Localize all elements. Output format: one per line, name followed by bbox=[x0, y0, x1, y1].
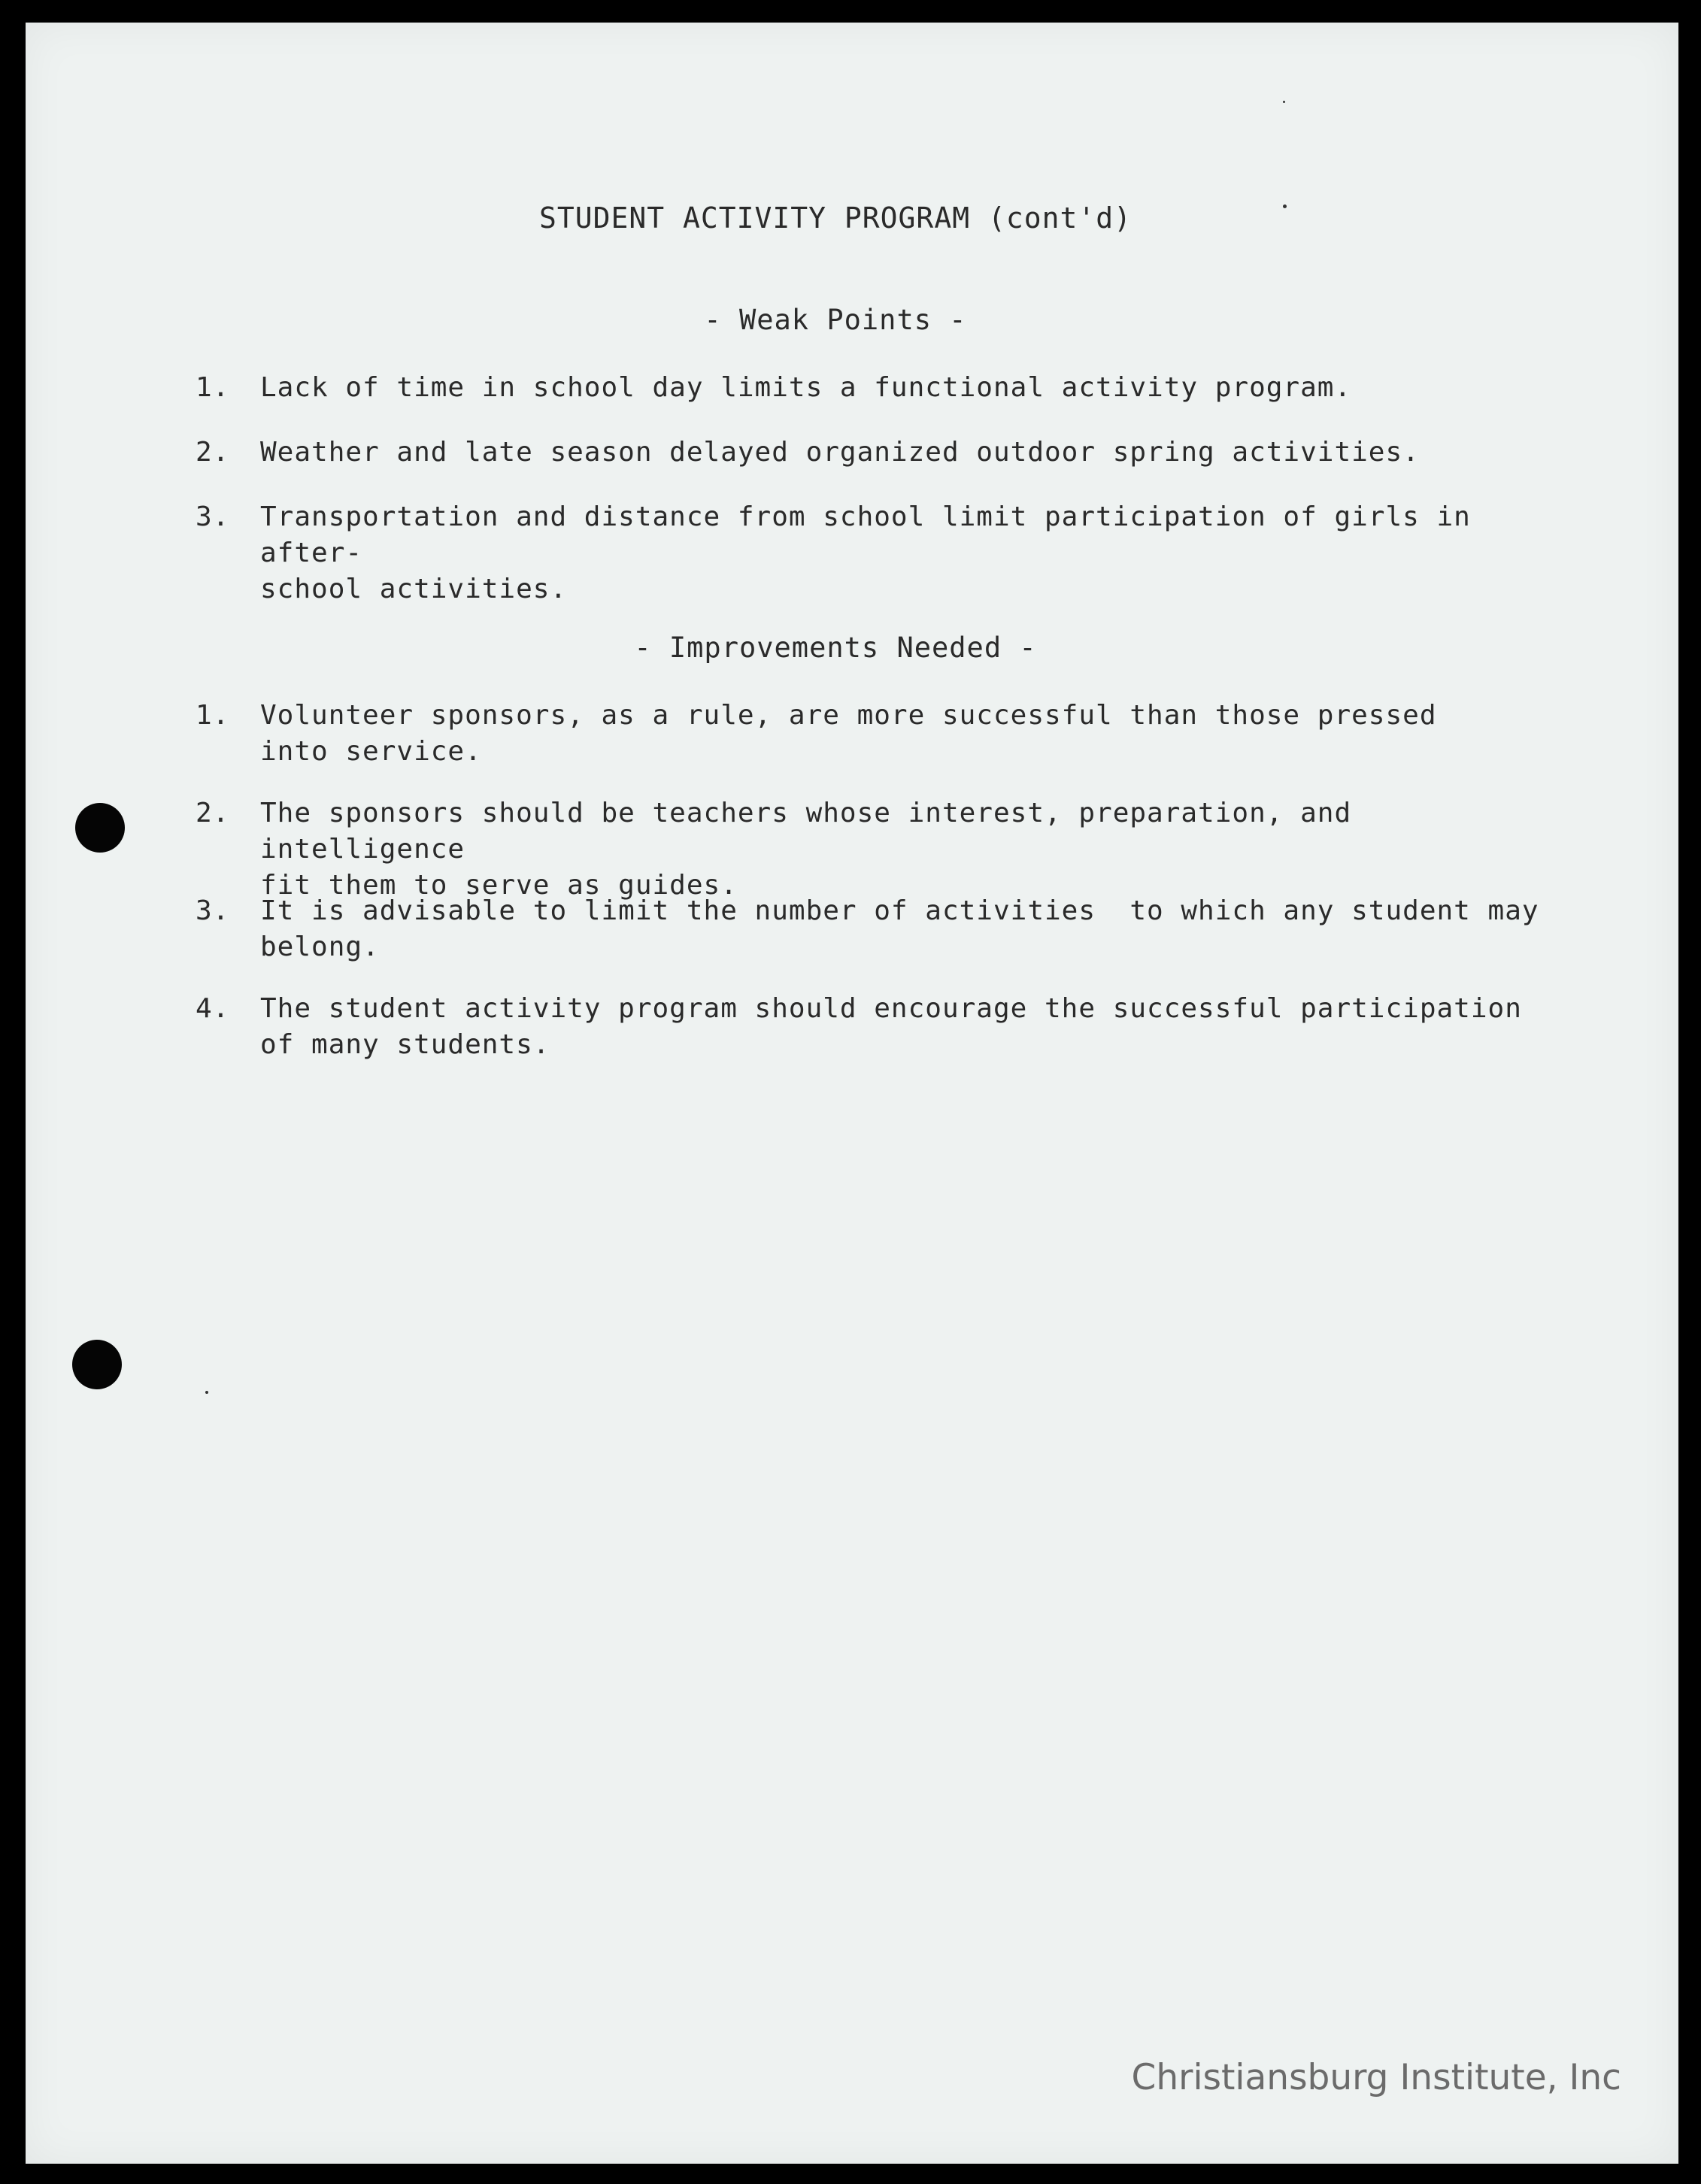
item-text: Transportation and distance from school limit participation of girls in after- school activities. bbox=[260, 501, 1471, 604]
punch-hole-top bbox=[75, 803, 125, 853]
weak-point-item bbox=[196, 370, 1564, 406]
improvement-item bbox=[196, 698, 1564, 770]
item-text: Lack of time in school day limits a functional activity program. bbox=[260, 372, 1352, 403]
paper-speck bbox=[1283, 101, 1285, 103]
improvements-heading: - Improvements Needed - bbox=[634, 632, 1037, 664]
paper-speck bbox=[205, 1391, 208, 1394]
item-text: The student activity program should encourage the successful participation of many students. bbox=[260, 993, 1522, 1060]
weak-points-heading: - Weak Points - bbox=[704, 304, 967, 336]
item-number: 3. bbox=[196, 895, 230, 926]
item-text: Weather and late season delayed organized outdoor spring activities. bbox=[260, 437, 1420, 468]
item-text: The sponsors should be teachers whose interest, preparation, and intelligence fit them to serve as guides. bbox=[260, 798, 1352, 901]
item-text: It is advisable to limit the number of activities to which any student may belong. bbox=[260, 895, 1539, 962]
punch-hole-bottom bbox=[72, 1340, 122, 1389]
document-title: STUDENT ACTIVITY PROGRAM (cont'd) bbox=[539, 201, 1132, 235]
item-number: 3. bbox=[196, 501, 230, 532]
item-number: 1. bbox=[196, 372, 230, 403]
item-text: Volunteer sponsors, as a rule, are more successful than those pressed into service. bbox=[260, 700, 1437, 767]
item-number: 4. bbox=[196, 993, 230, 1024]
improvement-item bbox=[196, 795, 1564, 904]
item-number: 2. bbox=[196, 798, 230, 828]
weak-point-item bbox=[196, 499, 1564, 607]
item-number: 2. bbox=[196, 437, 230, 468]
improvement-item bbox=[196, 991, 1564, 1063]
watermark-text: Christiansburg Institute, Inc bbox=[1131, 2057, 1621, 2098]
document-page bbox=[26, 23, 1678, 2164]
weak-point-item bbox=[196, 435, 1564, 471]
item-number: 1. bbox=[196, 700, 230, 731]
improvement-item bbox=[196, 893, 1564, 965]
